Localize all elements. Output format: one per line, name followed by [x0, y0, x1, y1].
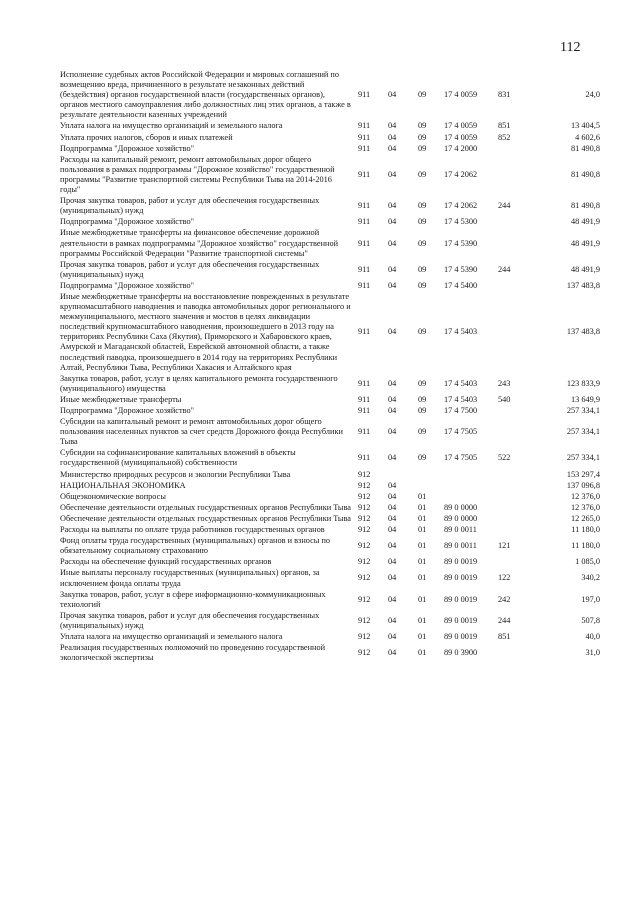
- row-vr: 122: [498, 573, 511, 583]
- row-rz: 04: [388, 169, 397, 179]
- row-sum: 81 490,8: [570, 169, 600, 179]
- row-cs: 89 0 0011: [444, 525, 477, 535]
- row-name: Подпрограмма "Дорожное хозяйство": [60, 143, 194, 153]
- row-cs: 17 4 0059: [444, 132, 478, 142]
- row-gr: 911: [358, 238, 371, 248]
- row-name: Иные межбюджетные трансферты: [60, 394, 182, 404]
- row-rz: 04: [388, 217, 397, 227]
- row-cs: 89 0 3900: [444, 648, 478, 658]
- table-row: [60, 481, 600, 492]
- row-gr: 911: [358, 217, 371, 227]
- row-rz: 04: [388, 121, 397, 131]
- row-rz: 04: [388, 480, 397, 490]
- row-gr: 912: [358, 594, 371, 604]
- row-vr: 540: [498, 394, 511, 404]
- row-pr: 09: [418, 427, 427, 437]
- row-name: Субсидии на капитальный ремонт и ремонт автомобильных дорог общего пользования населенных пунктов за счет средств Дорожного фонда Республики Тыва: [60, 417, 343, 447]
- row-gr: 911: [358, 90, 371, 100]
- row-vr: 522: [498, 453, 511, 463]
- row-cs: 17 4 5403: [444, 327, 478, 337]
- table-row: [60, 503, 600, 514]
- table-row: [60, 395, 600, 406]
- row-rz: 04: [388, 238, 397, 248]
- row-sum: 4 602,6: [575, 132, 600, 142]
- row-rz: 04: [388, 427, 397, 437]
- row-name: Подпрограмма "Дорожное хозяйство": [60, 406, 194, 415]
- row-sum: 12 376,0: [570, 491, 600, 501]
- row-gr: 912: [358, 513, 371, 523]
- row-gr: 912: [358, 469, 371, 479]
- row-vr: [498, 470, 530, 481]
- row-sum: 507,8: [581, 615, 600, 625]
- row-name: Исполнение судебных актов Российской Федерации и мировых соглашений по возмещению вреда, причиненного в результате незаконных действий (бездействия) органов государственной власти (государственных органов), органов местного самоуправления либо должностных лиц этих органов, а также в результате деятельности казенных учреждений: [60, 70, 351, 120]
- row-pr: 09: [418, 264, 427, 274]
- row-gr: 912: [358, 631, 371, 641]
- row-gr: 912: [358, 557, 371, 567]
- row-name: Субсидии на софинансирование капитальных вложений в объекты государственной (муниципальной) собственности: [60, 448, 296, 468]
- row-gr: 911: [358, 378, 371, 388]
- row-gr: 912: [358, 615, 371, 625]
- row-rz: 04: [388, 132, 397, 142]
- row-gr: 912: [358, 541, 371, 551]
- table-row: [60, 557, 600, 568]
- row-cs: 17 4 0059: [444, 90, 478, 100]
- row-sum: 81 490,8: [570, 143, 600, 153]
- table-row: [60, 492, 600, 503]
- row-name: Общеэкономические вопросы: [60, 491, 166, 501]
- table-row: [60, 590, 600, 611]
- row-rz: 04: [388, 143, 397, 153]
- row-rz: 04: [388, 201, 397, 211]
- table-row: [60, 406, 600, 417]
- row-pr: 01: [418, 648, 427, 658]
- row-pr: 01: [418, 525, 427, 535]
- row-sum: 48 491,9: [570, 217, 600, 227]
- row-vr: 242: [498, 594, 511, 604]
- row-sum: 123 833,9: [566, 378, 600, 388]
- row-rz: 04: [388, 491, 397, 501]
- row-vr: 851: [498, 121, 511, 131]
- row-pr: 09: [418, 201, 427, 211]
- row-gr: 911: [358, 327, 371, 337]
- row-gr: 911: [358, 394, 371, 404]
- row-vr: 121: [498, 541, 511, 551]
- row-vr: 243: [498, 378, 511, 388]
- row-pr: 09: [418, 453, 427, 463]
- row-sum: 11 180,0: [571, 541, 600, 551]
- row-rz: 04: [388, 513, 397, 523]
- row-gr: 911: [358, 280, 371, 290]
- row-gr: 912: [358, 648, 371, 658]
- row-pr: 09: [418, 121, 427, 131]
- row-gr: 911: [358, 169, 371, 179]
- row-vr: [498, 643, 530, 664]
- table-row: [60, 228, 600, 259]
- row-sum: 257 334,1: [566, 453, 600, 463]
- row-sum: 197,0: [581, 594, 600, 604]
- row-sum: 40,0: [585, 631, 600, 641]
- row-sum: 153 297,4: [566, 469, 600, 479]
- row-rz: 04: [388, 378, 397, 388]
- row-sum: 11 180,0: [571, 525, 600, 535]
- row-rz: 04: [388, 90, 397, 100]
- table-row: [60, 70, 600, 121]
- row-rz: 04: [388, 264, 397, 274]
- row-pr: 09: [418, 327, 427, 337]
- row-vr: [498, 503, 530, 514]
- table-row: [60, 292, 600, 374]
- row-gr: 911: [358, 132, 371, 142]
- row-pr: 09: [418, 280, 427, 290]
- row-name: Обеспечение деятельности отдельных государственных органов Республики Тыва: [60, 513, 351, 523]
- row-cs: 17 4 2062: [444, 169, 478, 179]
- row-name: Иные межбюджетные трансферты на финансовое обеспечение дорожной деятельности в рамках подпрограммы "Дорожное хозяйство" государственной программы Российской Федерации "Развитие транспортной системы": [60, 228, 339, 258]
- row-pr: [418, 470, 444, 481]
- table-row: [60, 121, 600, 132]
- row-rz: 04: [388, 280, 397, 290]
- row-rz: 04: [388, 502, 397, 512]
- row-cs: 17 4 7505: [444, 427, 478, 437]
- row-rz: 04: [388, 394, 397, 404]
- row-cs: 89 0 0019: [444, 594, 478, 604]
- row-cs: 17 4 7505: [444, 453, 478, 463]
- table-row: [60, 133, 600, 144]
- row-gr: 911: [358, 264, 371, 274]
- row-vr: [498, 155, 530, 196]
- row-name: Уплата прочих налогов, сборов и иных платежей: [60, 132, 233, 142]
- row-gr: 912: [358, 573, 371, 583]
- row-sum: 31,0: [585, 648, 600, 658]
- row-gr: 911: [358, 406, 371, 415]
- row-cs: 17 4 2000: [444, 143, 478, 153]
- row-gr: 911: [358, 427, 371, 437]
- row-pr: 09: [418, 238, 427, 248]
- row-pr: 09: [418, 132, 427, 142]
- table-row: [60, 281, 600, 292]
- row-rz: 04: [388, 557, 397, 567]
- row-gr: 911: [358, 121, 371, 131]
- row-rz: 04: [388, 631, 397, 641]
- row-pr: 01: [418, 513, 427, 523]
- row-cs: [444, 481, 498, 492]
- row-vr: 244: [498, 201, 511, 211]
- row-vr: [498, 406, 530, 417]
- row-rz: 04: [388, 573, 397, 583]
- row-cs: 89 0 0000: [444, 513, 478, 523]
- table-row: [60, 536, 600, 557]
- row-vr: 851: [498, 631, 511, 641]
- row-cs: 17 4 5403: [444, 378, 478, 388]
- row-pr: 01: [418, 594, 427, 604]
- row-rz: 04: [388, 594, 397, 604]
- row-name: Прочая закупка товаров, работ и услуг для обеспечения государственных (муниципальных) нужд: [60, 259, 320, 279]
- row-cs: 17 4 2062: [444, 201, 478, 211]
- budget-table: [60, 70, 600, 664]
- row-gr: 912: [358, 502, 371, 512]
- row-gr: 912: [358, 491, 371, 501]
- row-vr: [498, 228, 530, 259]
- row-name: Расходы на обеспечение функций государственных органов: [60, 557, 272, 567]
- row-vr: [498, 492, 530, 503]
- row-name: Прочая закупка товаров, работ и услуг для обеспечения государственных (муниципальных) нужд: [60, 196, 320, 216]
- table-row: [60, 155, 600, 196]
- row-cs: 17 4 5390: [444, 238, 478, 248]
- row-vr: 244: [498, 264, 511, 274]
- row-vr: [498, 217, 530, 228]
- row-cs: 89 0 0019: [444, 631, 478, 641]
- row-vr: 852: [498, 132, 511, 142]
- row-sum: 257 334,1: [566, 427, 600, 437]
- row-gr: 912: [358, 525, 371, 535]
- row-pr: 01: [418, 502, 427, 512]
- row-name: Закупка товаров, работ, услуг в целях капитального ремонта государственного (муниципального) имущества: [60, 373, 338, 393]
- row-pr: 01: [418, 573, 427, 583]
- row-sum: 12 376,0: [570, 502, 600, 512]
- row-cs: 17 4 7500: [444, 406, 478, 415]
- table-row: [60, 417, 600, 448]
- row-cs: 17 4 5403: [444, 394, 478, 404]
- row-sum: 81 490,8: [570, 201, 600, 211]
- row-pr: 09: [418, 394, 427, 404]
- row-rz: 04: [388, 406, 397, 415]
- row-vr: [498, 292, 530, 374]
- row-pr: 01: [418, 615, 427, 625]
- row-rz: 04: [388, 615, 397, 625]
- row-cs: [444, 470, 498, 481]
- row-rz: [388, 470, 418, 481]
- row-vr: [498, 514, 530, 525]
- table-row: [60, 514, 600, 525]
- row-gr: 911: [358, 453, 371, 463]
- row-vr: [498, 525, 530, 536]
- row-vr: 244: [498, 615, 511, 625]
- row-sum: 12 265,0: [570, 513, 600, 523]
- row-pr: 09: [418, 406, 427, 415]
- row-cs: 89 0 0019: [444, 557, 478, 567]
- row-cs: 17 4 5300: [444, 217, 478, 227]
- row-gr: 911: [358, 143, 371, 153]
- row-sum: 340,2: [581, 573, 600, 583]
- table-row: [60, 525, 600, 536]
- row-name: Иные межбюджетные трансферты на восстановление поврежденных в результате крупномасштабного наводнения и паводка автомобильных дорог регионального и межмуниципального, местного значения и мостов в целях ликвидации последствий крупномасштабного наводнения, произошедшего в 2013 году на территориях Республики Саха (Якутия), Приморского и Хабаровского краев, Амурской и Магаданской областей, Еврейской автономной области, а также последствий паводка, произошедшего в 2014 году на территориях Республики Алтай, Республики Тыва, Республики Хакасия и Алтайского края: [60, 291, 351, 372]
- row-pr: 09: [418, 90, 427, 100]
- row-sum: 137 096,8: [566, 480, 600, 490]
- row-cs: 89 0 0011: [444, 541, 477, 551]
- row-pr: 09: [418, 378, 427, 388]
- row-sum: 13 649,9: [570, 394, 600, 404]
- row-name: Прочая закупка товаров, работ и услуг для обеспечения государственных (муниципальных) нужд: [60, 610, 320, 630]
- table-row: [60, 643, 600, 664]
- table-row: [60, 568, 600, 589]
- row-cs: 17 4 0059: [444, 121, 478, 131]
- table-row: [60, 470, 600, 481]
- row-name: Министерство природных ресурсов и экологии Республики Тыва: [60, 469, 291, 479]
- row-pr: [418, 481, 444, 492]
- row-name: Иные выплаты персоналу государственных (муниципальных) органов, за исключением фонда оплаты труда: [60, 568, 320, 588]
- row-cs: 17 4 5400: [444, 280, 478, 290]
- row-name: Реализация государственных полномочий по проведению государственной экологической экспертизы: [60, 643, 326, 663]
- table-body: [60, 70, 600, 664]
- row-gr: 912: [358, 480, 371, 490]
- row-cs: 17 4 5390: [444, 264, 478, 274]
- row-rz: 04: [388, 541, 397, 551]
- row-sum: 48 491,9: [570, 238, 600, 248]
- row-rz: 04: [388, 648, 397, 658]
- row-name: Расходы на капитальный ремонт, ремонт автомобильных дорог общего пользования в рамках подпрограммы "Дорожное хозяйство" государственной программы "Развитие транспортной системы Республики Тыва на 2014-2016 годы": [60, 154, 335, 195]
- table-row: [60, 611, 600, 632]
- row-sum: 257 334,1: [566, 406, 600, 415]
- row-vr: [498, 481, 530, 492]
- row-vr: [498, 557, 530, 568]
- row-name: Уплата налога на имущество организаций и земельного налога: [60, 631, 283, 641]
- row-pr: 01: [418, 491, 427, 501]
- row-pr: 01: [418, 631, 427, 641]
- table-row: [60, 144, 600, 155]
- row-vr: [498, 281, 530, 292]
- row-name: Подпрограмма "Дорожное хозяйство": [60, 280, 194, 290]
- table-row: [60, 217, 600, 228]
- row-cs: 89 0 0019: [444, 573, 478, 583]
- row-pr: 09: [418, 169, 427, 179]
- row-cs: 89 0 0000: [444, 502, 478, 512]
- row-name: Фонд оплаты труда государственных (муниципальных) органов и взносы по обязательному социальному страхованию: [60, 536, 331, 556]
- row-sum: 48 491,9: [570, 264, 600, 274]
- row-pr: 01: [418, 557, 427, 567]
- row-sum: 137 483,8: [566, 327, 600, 337]
- row-sum: 1 085,0: [575, 557, 600, 567]
- row-name: Уплата налога на имущество организаций и земельного налога: [60, 121, 283, 131]
- row-name: Закупка товаров, работ, услуг в сфере информационно-коммуникационных технологий: [60, 589, 326, 609]
- table-row: [60, 196, 600, 217]
- row-pr: 01: [418, 541, 427, 551]
- row-cs: [444, 492, 498, 503]
- row-sum: 24,0: [585, 90, 600, 100]
- row-sum: 137 483,8: [566, 280, 600, 290]
- table-row: [60, 448, 600, 469]
- row-rz: 04: [388, 453, 397, 463]
- row-vr: 831: [498, 90, 511, 100]
- row-vr: [498, 144, 530, 155]
- row-rz: 04: [388, 327, 397, 337]
- row-sum: 13 404,5: [570, 121, 600, 131]
- row-gr: 911: [358, 201, 371, 211]
- page-number: 112: [560, 40, 581, 55]
- row-name: НАЦИОНАЛЬНАЯ ЭКОНОМИКА: [60, 480, 186, 490]
- table-row: [60, 374, 600, 395]
- row-cs: 89 0 0019: [444, 615, 478, 625]
- row-vr: [498, 417, 530, 448]
- row-name: Подпрограмма "Дорожное хозяйство": [60, 217, 194, 227]
- row-name: Обеспечение деятельности отдельных государственных органов Республики Тыва: [60, 502, 351, 512]
- table-row: [60, 632, 600, 643]
- row-pr: 09: [418, 217, 427, 227]
- row-rz: 04: [388, 525, 397, 535]
- table-row: [60, 260, 600, 281]
- row-name: Расходы на выплаты по оплате труда работников государственных органов: [60, 525, 325, 535]
- row-pr: 09: [418, 143, 427, 153]
